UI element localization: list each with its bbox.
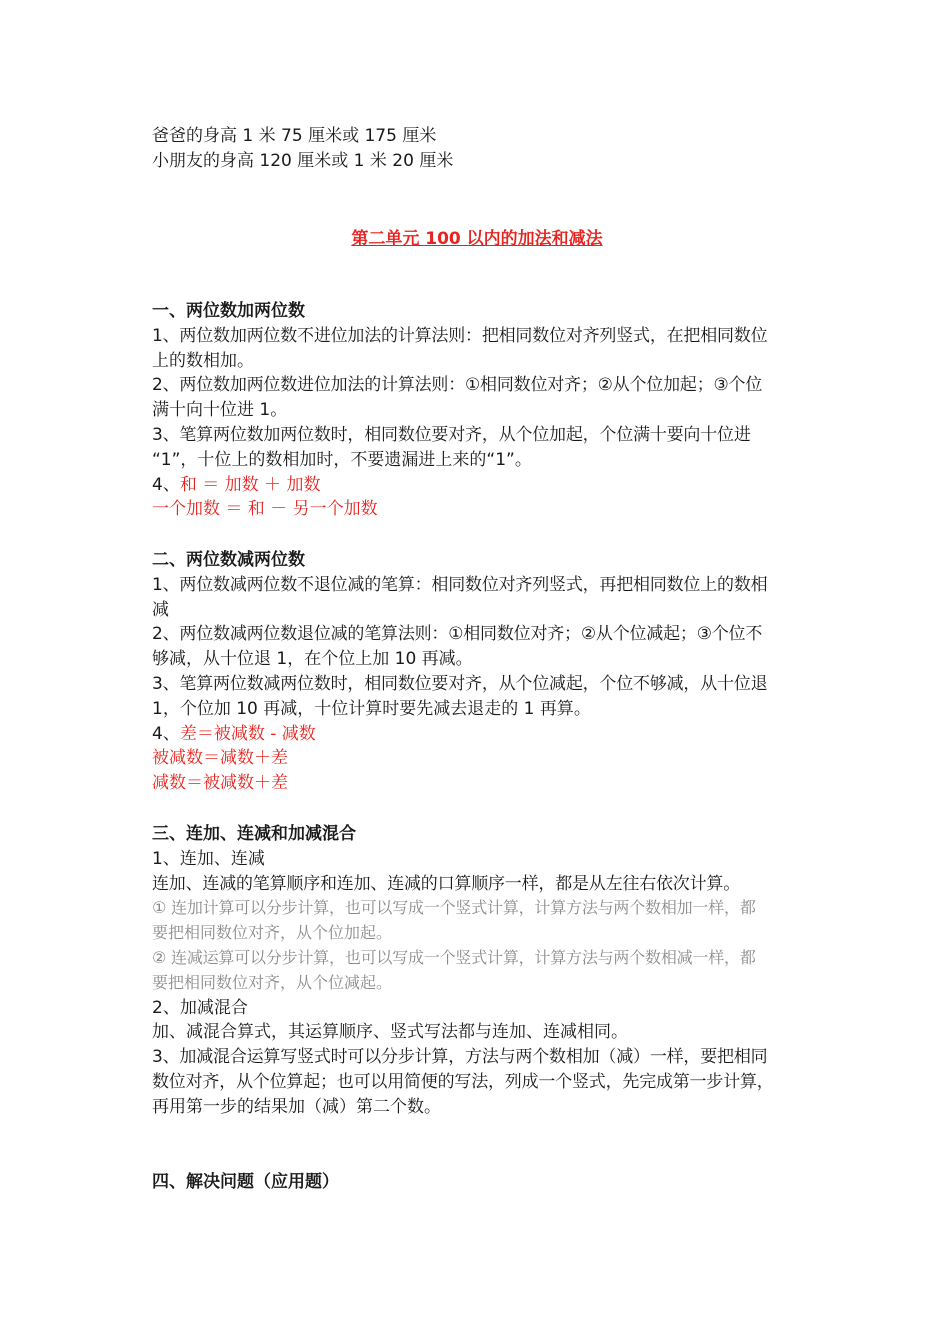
s2-formula-1-prefix: 4、 [152,723,180,744]
s2-rule-1b: 减 [152,599,169,620]
s1-formula-1-prefix: 4、 [152,474,180,495]
s3-note-1a: ① 连加计算可以分步计算，也可以写成一个竖式计算，计算方法与两个数相加一样，都 [152,898,756,918]
section-4-heading: 四、解决问题（应用题） [152,1172,339,1192]
s3-text-3c: 再用第一步的结果加（减）第二个数。 [152,1096,441,1117]
s3-note-2b: 要把相同数位对齐，从个位减起。 [152,972,393,992]
s2-formula-3: 减数＝被减数＋差 [152,773,288,794]
intro-line-2: 小朋友的身高 120 厘米或 1 米 20 厘米 [152,150,454,171]
s2-rule-3b: 1，个位加 10 再减，十位计算时要先减去退走的 1 再算。 [152,698,591,719]
s2-formula-1-text: 差＝被减数 - 减数 [179,723,316,744]
s1-formula-2: 一个加数 ＝ 和 － 另一个加数 [152,499,378,520]
s2-formula-2: 被减数＝减数＋差 [152,748,288,769]
s2-rule-2a: 2、两位数减两位数退位减的笔算法则：①相同数位对齐；②从个位减起；③个位不 [152,624,763,645]
s3-text-1: 连加、连减的笔算顺序和连加、连减的口算顺序一样，都是从左往右依次计算。 [152,873,740,894]
section-1-heading: 一、两位数加两位数 [152,301,305,321]
s1-formula-1 [152,473,802,498]
s1-rule-3a: 3、笔算两位数加两位数时，相同数位要对齐，从个位加起，个位满十要向十位进 [152,424,751,445]
s2-formula-1 [152,722,802,747]
s1-formula-1-text: 和 ＝ 加数 ＋ 加数 [179,474,321,495]
unit-title: 第二单元 100 以内的加法和减法 [351,229,603,249]
section-3 [152,822,802,1120]
s3-note-1b: 要把相同数位对齐，从个位加起。 [152,923,393,943]
section-1 [152,299,802,522]
s2-rule-3a: 3、笔算两位数减两位数时，相同数位要对齐，从个位减起，个位不够减，从十位退 [152,673,768,694]
s3-sub-1: 1、连加、连减 [152,848,265,869]
section-3-heading: 三、连加、连减和加减混合 [152,824,356,844]
s1-rule-2b: 满十向十位进 1。 [152,400,288,421]
s1-rule-1b: 上的数相加。 [152,350,254,371]
s1-rule-1a: 1、两位数加两位数不进位加法的计算法则：把相同数位对齐列竖式，在把相同数位 [152,325,768,346]
s3-note-2a: ② 连减运算可以分步计算，也可以写成一个竖式计算，计算方法与两个数相减一样，都 [152,947,756,967]
s2-rule-1a: 1、两位数减两位数不退位减的笔算：相同数位对齐列竖式，再把相同数位上的数相 [152,574,768,595]
intro-line-1: 爸爸的身高 1 米 75 厘米或 175 厘米 [152,126,437,146]
s3-text-2: 加、减混合算式，其运算顺序、竖式写法都与连加、连减相同。 [152,1022,628,1043]
section-2 [152,548,802,796]
s3-text-3b: 数位对齐，从个位算起；也可以用简便的写法，列成一个竖式，先完成第一步计算， [152,1071,774,1092]
section-4 [152,1170,802,1195]
s1-rule-2a: 2、两位数加两位数进位加法的计算法则：①相同数位对齐；②从个位加起；③个位 [152,375,763,396]
s2-rule-2b: 够减，从十位退 1，在个位上加 10 再减。 [152,649,473,670]
section-2-heading: 二、两位数减两位数 [152,550,305,570]
s3-text-3a: 3、加减混合运算写竖式时可以分步计算，方法与两个数相加（减）一样，要把相同 [152,1047,768,1068]
s1-rule-3b: “1”，十位上的数相加时，不要遗漏进上来的“1”。 [152,449,532,470]
s3-sub-2: 2、加减混合 [152,997,248,1018]
intro-block [152,124,802,174]
